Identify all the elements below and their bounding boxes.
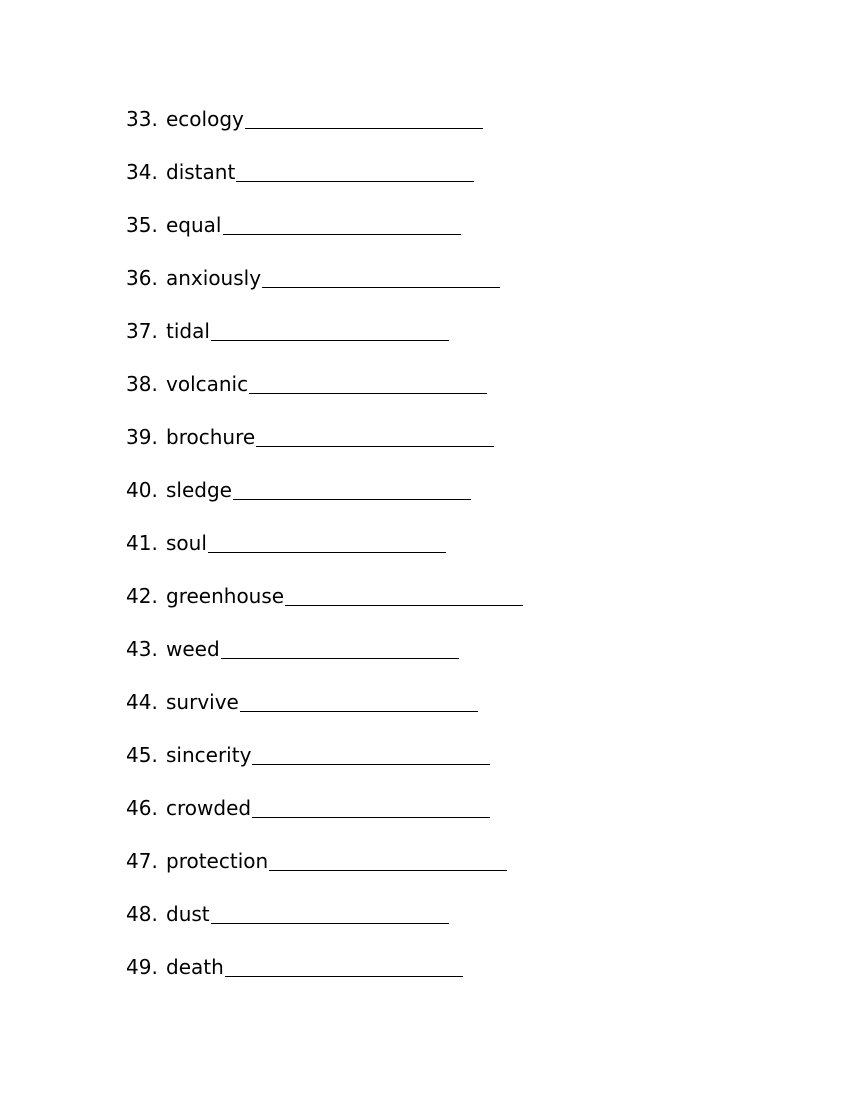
answer-blank[interactable] — [249, 368, 487, 394]
item-number: 48. — [126, 902, 158, 926]
item-word: tidal — [166, 319, 210, 343]
answer-blank[interactable] — [208, 527, 446, 553]
item-number: 42. — [126, 584, 158, 608]
list-item — [126, 951, 523, 1004]
list-item — [126, 898, 523, 951]
item-word: weed — [166, 637, 220, 661]
list-item — [126, 315, 523, 368]
answer-blank[interactable] — [240, 686, 478, 712]
answer-blank[interactable] — [236, 156, 474, 182]
answer-blank[interactable] — [223, 209, 461, 235]
list-item — [126, 845, 523, 898]
item-number: 44. — [126, 690, 158, 714]
item-word: death — [166, 955, 224, 979]
item-number: 36. — [126, 266, 158, 290]
answer-blank[interactable] — [262, 262, 500, 288]
list-item — [126, 527, 523, 580]
answer-blank[interactable] — [233, 474, 471, 500]
list-item — [126, 156, 523, 209]
list-item — [126, 633, 523, 686]
answer-blank[interactable] — [245, 103, 483, 129]
answer-blank[interactable] — [285, 580, 523, 606]
list-item — [126, 580, 523, 633]
list-item — [126, 209, 523, 262]
answer-blank[interactable] — [252, 739, 490, 765]
item-word: brochure — [166, 425, 256, 449]
item-number: 34. — [126, 160, 158, 184]
item-word: soul — [166, 531, 207, 555]
answer-blank[interactable] — [269, 845, 507, 871]
list-item — [126, 474, 523, 527]
item-number: 43. — [126, 637, 158, 661]
answer-blank[interactable] — [211, 898, 449, 924]
list-item — [126, 686, 523, 739]
answer-blank[interactable] — [211, 315, 449, 341]
item-word: sledge — [166, 478, 232, 502]
list-item — [126, 421, 523, 474]
item-word: distant — [166, 160, 236, 184]
item-word: dust — [166, 902, 210, 926]
item-number: 38. — [126, 372, 158, 396]
item-word: protection — [166, 849, 269, 873]
list-item — [126, 792, 523, 845]
answer-blank[interactable] — [221, 633, 459, 659]
item-number: 35. — [126, 213, 158, 237]
answer-blank[interactable] — [256, 421, 494, 447]
item-number: 37. — [126, 319, 158, 343]
answer-blank[interactable] — [252, 792, 490, 818]
item-number: 41. — [126, 531, 158, 555]
item-word: ecology — [166, 107, 244, 131]
item-number: 46. — [126, 796, 158, 820]
item-word: volcanic — [166, 372, 249, 396]
vocabulary-list — [126, 103, 523, 1004]
item-number: 39. — [126, 425, 158, 449]
list-item — [126, 739, 523, 792]
item-word: anxiously — [166, 266, 262, 290]
item-number: 45. — [126, 743, 158, 767]
item-word: crowded — [166, 796, 252, 820]
item-word: survive — [166, 690, 239, 714]
item-number: 40. — [126, 478, 158, 502]
list-item — [126, 368, 523, 421]
item-word: greenhouse — [166, 584, 285, 608]
item-number: 47. — [126, 849, 158, 873]
item-number: 33. — [126, 107, 158, 131]
answer-blank[interactable] — [225, 951, 463, 977]
list-item — [126, 103, 523, 156]
item-number: 49. — [126, 955, 158, 979]
item-word: sincerity — [166, 743, 252, 767]
list-item — [126, 262, 523, 315]
item-word: equal — [166, 213, 222, 237]
